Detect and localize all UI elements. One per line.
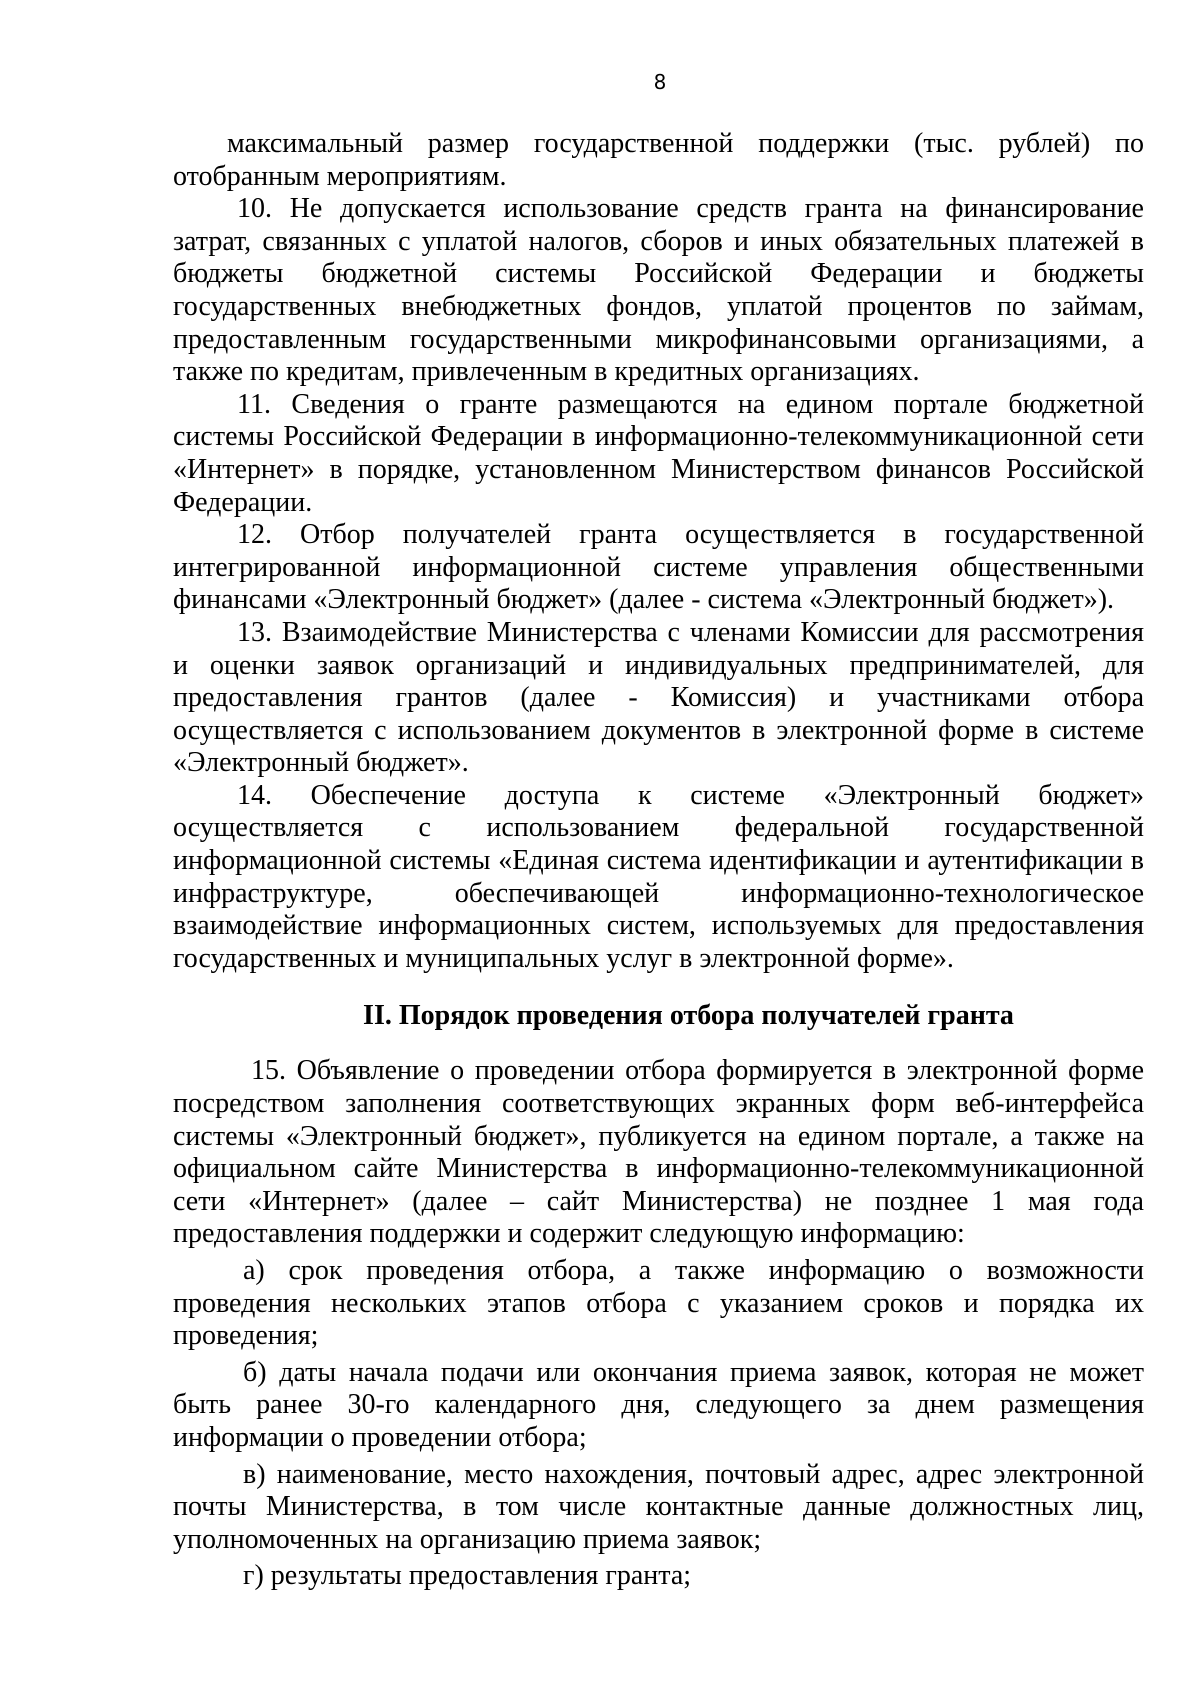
paragraph-12: 12. Отбор получателей гранта осуществляется в государственной интегрированной информационной системе управления общественными финансами «Электронный бюджет» (далее - система «Электронный бюджет»). (173, 519, 1144, 616)
document-body (173, 128, 1144, 1593)
subitem-g: г) результаты предоставления гранта; (243, 1560, 692, 1592)
paragraph-15: 15. Объявление о проведении отбора формируется в электронной форме посредством заполнения соответствующих экранных форм веб-интерфейса системы «Электронный бюджет», публикуется на едином портале, а также на официальном сайте Министерства в информационно-телекоммуникационной сети «Интернет» (далее – сайт Министерства) не позднее 1 мая года предоставления поддержки и содержит следующую информацию: (173, 1055, 1144, 1250)
section-heading: II. Порядок проведения отбора получателей гранта (363, 1000, 1014, 1032)
page-number: 8 (653, 70, 667, 94)
paragraph-continuation: максимальный размер государственной поддержки (тыс. рублей) по отобранным мероприятиям. (173, 128, 1144, 192)
subitem-b: б) даты начала подачи или окончания приема заявок, которая не может быть ранее 30-го календарного дня, следующего за днем размещения информации о проведении отбора; (173, 1356, 1144, 1453)
paragraph-11: 11. Сведения о гранте размещаются на едином портале бюджетной системы Российской Федерации в информационно-телекоммуникационной сети «Интернет» в порядке, установленном Министерством финансов Российской Федерации. (173, 388, 1144, 518)
paragraph-10: 10. Не допускается использование средств гранта на финансирование затрат, связанных с уплатой налогов, сборов и иных обязательных платежей в бюджеты бюджетной системы Российской Федерации и бюджеты государственных внебюджетных фондов, уплатой процентов по займам, предоставленным государственными микрофинансовыми организациями, а также по кредитам, привлеченным в кредитных организациях. (173, 193, 1144, 388)
subitem-v: в) наименование, место нахождения, почтовый адрес, адрес электронной почты Министерства, в том числе контактные данные должностных лиц, уполномоченных на организацию приема заявок; (173, 1458, 1144, 1555)
paragraph-14: 14. Обеспечение доступа к системе «Электронный бюджет» осуществляется с использованием федеральной государственной информационной системы «Единая система идентификации и аутентификации в инфраструктуре, обеспечивающей информационно-технологическое взаимодействие информационных систем, используемых для предоставления государственных и муниципальных услуг в электронной форме». (173, 779, 1144, 974)
subitem-a: а) срок проведения отбора, а также информацию о возможности проведения нескольких этапов отбора с указанием сроков и порядка их проведения; (173, 1255, 1144, 1352)
paragraph-13: 13. Взаимодействие Министерства с членами Комиссии для рассмотрения и оценки заявок организаций и индивидуальных предпринимателей, для предоставления грантов (далее - Комиссия) и участниками отбора осуществляется с использованием документов в электронной форме в системе «Электронный бюджет». (173, 616, 1144, 779)
